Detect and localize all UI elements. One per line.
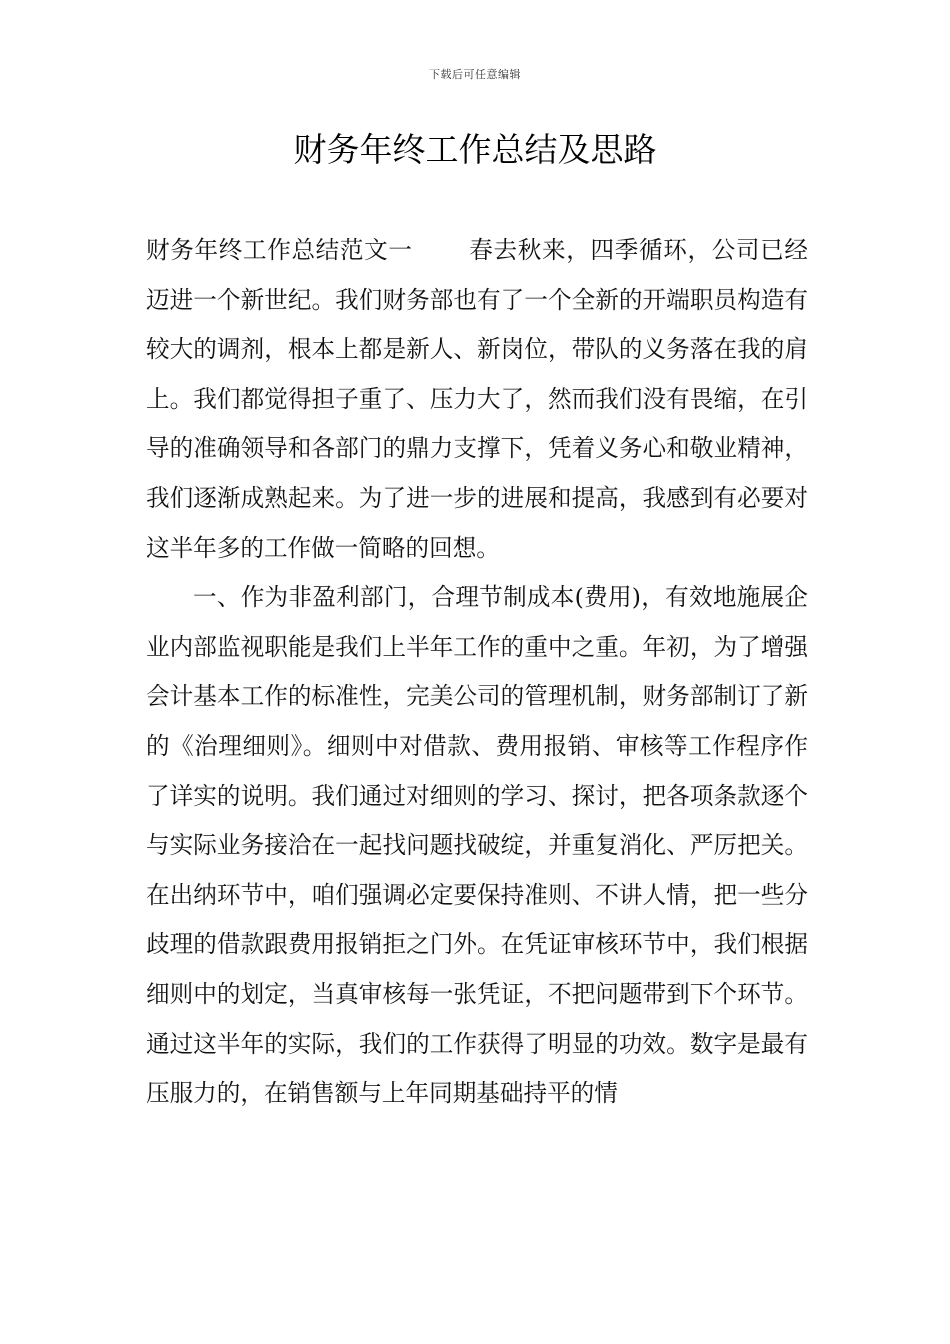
paragraph-1	[146, 226, 808, 573]
paragraph-2: 一、作为非盈利部门，合理节制成本(费用)，有效地施展企业内部监视职能是我们上半年工作的重中之重。年初，为了增强会计基本工作的标准性，完美公司的管理机制，财务部制订了新的《治理细则》。细则中对借款、费用报销、审核等工作程序作了详实的说明。我们通过对细则的学习、探讨，把各项条款逐个与实际业务接洽在一起找问题找破绽，并重复消化、严厉把关。在出纳环节中，咱们强调必定要保持准则、不讲人情，把一些分歧理的借款跟费用报销拒之门外。在凭证审核环节中，我们根据细则中的划定，当真审核每一张凭证，不把问题带到下个环节。通过这半年的实际，我们的工作获得了明显的功效。数字是最有压服力的，在销售额与上年同期基础持平的情	[146, 583, 808, 1108]
document-body	[146, 226, 808, 1119]
paragraph-1-lead: 财务年终工作总结范文一	[146, 236, 413, 264]
header-note: 下载后可任意编辑	[429, 68, 521, 81]
document-title: 财务年终工作总结及思路	[293, 130, 657, 169]
paragraph-1-text: 春去秋来，四季循环，公司已经迈进一个新世纪。我们财务部也有了一个全新的开端职员构造有较大的调剂，根本上都是新人、新岗位，带队的义务落在我的肩上。我们都觉得担子重了、压力大了，然而我们没有畏缩，在引导的准确领导和各部门的鼎力支撑下，凭着义务心和敬业精神，我们逐渐成熟起来。为了进一步的进展和提高，我感到有必要对这半年多的工作做一简略的回想。	[146, 236, 808, 562]
